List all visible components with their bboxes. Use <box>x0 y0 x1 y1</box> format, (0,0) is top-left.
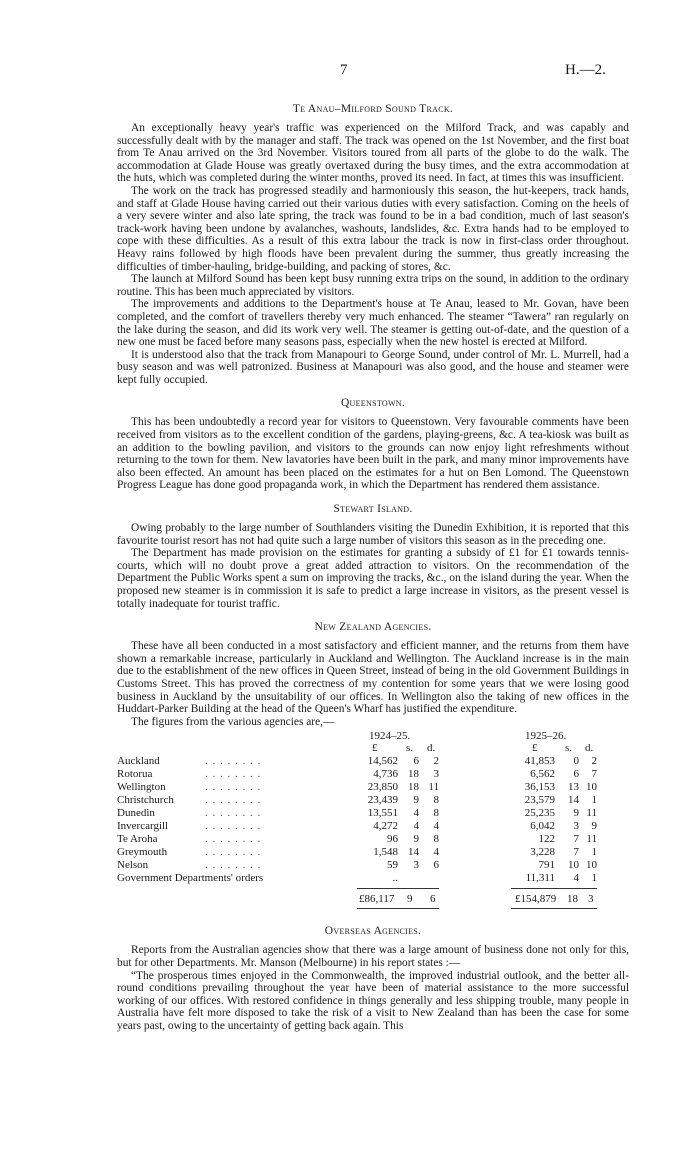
value-1924-pence: 3 <box>433 768 439 781</box>
paragraph: The Department has made provision on the estimates for granting a subsidy of £1 for £1 towards tennis-courts, which will no doubt prove a great added attraction to visitors. On the recommendation of the Department the Public Works spent a sum on improving the tracks, &c., on the island during the year. When the proposed new steamer is in commission it is safe to predict a large increase in visitors, as the present vessel is totally inadequate for tourist traffic. <box>117 547 629 610</box>
value-1924-pounds: 23,439 <box>367 794 398 807</box>
paragraph: The improvements and additions to the Department's house at Te Anau, leased to Mr. Govan, have been completed, and the comfort of travellers thereby very much enhanced. The steamer “Tawera” ran regularly on the lake during the season, and did its work very well. The steamer is getting out-of-date, and the question of a new one must be faced before many seasons pass, especially when the new hostel is erected at Milford. <box>117 298 629 349</box>
total-rule <box>357 888 439 889</box>
agency-name: Invercargill <box>117 820 169 833</box>
leader-dots: . . . . . . . . <box>205 781 262 794</box>
agency-name: Christchurch <box>117 794 174 807</box>
paragraph: Owing probably to the large number of Southlanders visiting the Dunedin Exhibition, it is reported that this favourite tourist resort has not had quite such a large number of visitors this season as in the preceding one. <box>117 522 629 547</box>
value-1924-shillings: 9 <box>413 833 419 846</box>
unit-shilling: s. <box>406 742 414 755</box>
value-1925-pence: 9 <box>591 820 597 833</box>
table-row <box>117 755 629 768</box>
total-rule <box>357 908 439 909</box>
page-number: 7 <box>340 62 348 78</box>
unit-pence: d. <box>427 742 436 755</box>
value-1924-pounds: 4,272 <box>373 820 398 833</box>
value-1925-pence: 7 <box>591 768 597 781</box>
paragraph: This has been undoubtedly a record year for visitors to Queenstown. Very favourable comments have been received from visitors as to the excellent condition of the gardens, playing-greens, &c. A tea-kiosk was built as an addition to the bowling pavilion, and visitors to the grounds can now enjoy light refreshments without returning to the town for them. New lavatories have been built in the park, and many minor improvements have also been effected. An amount has been placed on the estimates for a hut on Ben Lomond. The Queenstown Progress League has done good propaganda work, in which the Department has rendered them assistance. <box>117 416 629 492</box>
value-1925-shillings: 10 <box>568 859 579 872</box>
paragraph: These have all been conducted in a most satisfactory and efficient manner, and the returns from them have shown a remarkable increase, particularly in Auckland and Wellington. The Auckland increase is in the main due to the establishment of the new offices in Queen Street, instead of being in the old Government Buildings in Customs Street. This has proved the correctness of my contention for some years that we were losing good business in Auckland by the unsuitability of our offices. In Wellington also the taking of new offices in the Huddart-Parker Building at the head of the Queen's Wharf has justified the expenditure. <box>117 640 629 716</box>
unit-pound: £ <box>372 742 378 755</box>
value-1924-pence: 4 <box>433 820 439 833</box>
leader-dots: . . . . . . . . <box>205 794 262 807</box>
table-row <box>117 794 629 807</box>
paragraph: An exceptionally heavy year's traffic was experienced on the Milford Track, and was capably and successfully dealt with by the manager and staff. The track was opened on the 1st November, and the first boat from Te Anau arrived on the 3rd November. Visitors toured from all parts of the globe to do the walk. The accommodation at Glade House was greatly overtaxed during the busy times, and the extra accommodation at the huts, which was completed during the winter months, proved its need. In fact, at times this was insufficient. <box>117 122 629 185</box>
value-1925-pence: 1 <box>591 872 597 885</box>
paragraph: “The prosperous times enjoyed in the Commonwealth, the improved industrial outlook, and the better all-round conditions prevailing throughout the year have been of material assistance to the more successful working of our offices. With restored confidence in things generally and less shipping trouble, many people in Australia have felt more disposed to take the risk of a visit to New Zealand than has been the case for some years past, owing to the uncertainty of getting back again. This <box>117 969 629 1032</box>
value-1925-pence: 10 <box>586 781 597 794</box>
value-1924-pounds: 13,551 <box>367 807 398 820</box>
value-1924-pounds: .. <box>392 872 398 885</box>
section-title-overseas: Overseas Agencies. <box>324 925 422 938</box>
value-1925-shillings: 7 <box>573 833 579 846</box>
total-1924-pence: 6 <box>430 893 436 906</box>
value-1925-shillings: 6 <box>573 768 579 781</box>
unit-shilling: s. <box>565 742 573 755</box>
value-1925-pounds: 122 <box>538 833 555 846</box>
table-row <box>117 846 629 859</box>
value-1924-pence: 11 <box>428 781 439 794</box>
total-1924-shillings: 9 <box>407 893 413 906</box>
value-1924-pounds: 96 <box>387 833 398 846</box>
leader-dots: . . . . . . . . <box>205 768 262 781</box>
unit-pence: d. <box>585 742 594 755</box>
value-1924-pence: 8 <box>433 807 439 820</box>
section-title-queenstown: Queenstown. <box>340 397 406 410</box>
unit-header-row <box>117 742 629 755</box>
value-1924-shillings: 14 <box>408 846 419 859</box>
value-1925-shillings: 13 <box>568 781 579 794</box>
value-1924-pounds: 14,562 <box>367 755 398 768</box>
value-1924-pounds: 4,736 <box>373 768 398 781</box>
value-1925-shillings: 4 <box>573 872 579 885</box>
agency-name: Auckland <box>117 755 160 768</box>
value-1924-pence: 4 <box>433 846 439 859</box>
table-row <box>117 781 629 794</box>
value-1924-pounds: 1,548 <box>373 846 398 859</box>
table-row <box>117 833 629 846</box>
value-1924-pence: 8 <box>433 833 439 846</box>
paragraph: The launch at Milford Sound has been kept busy running extra trips on the sound, in addition to the ordinary routine. This has been much appreciated by visitors. <box>117 273 629 298</box>
agencies-table <box>117 730 629 914</box>
value-1925-pence: 10 <box>586 859 597 872</box>
total-1924-pounds: £86,117 <box>359 893 395 906</box>
value-1925-pounds: 11,311 <box>525 872 555 885</box>
leader-dots: . . . . . . . . <box>205 833 262 846</box>
value-1924-shillings: 9 <box>413 794 419 807</box>
table-row <box>117 820 629 833</box>
value-1924-shillings: 3 <box>413 859 419 872</box>
agency-name: Te Aroha <box>117 833 158 846</box>
value-1924-pounds: 59 <box>387 859 398 872</box>
section-title-stewart-island: Stewart Island. <box>333 503 413 516</box>
total-1925-pounds: £154,879 <box>515 893 557 906</box>
leader-dots: . . . . . . . . <box>205 846 262 859</box>
value-1924-shillings: 18 <box>408 781 419 794</box>
agency-name: Rotorua <box>117 768 153 781</box>
document-reference: H.—2. <box>565 62 606 78</box>
section-title-nz-agencies: New Zealand Agencies. <box>314 621 432 634</box>
value-1924-shillings: 6 <box>413 755 419 768</box>
table-row <box>117 872 629 885</box>
value-1925-shillings: 3 <box>573 820 579 833</box>
total-1925-pence: 3 <box>588 893 594 906</box>
total-rule <box>511 908 597 909</box>
value-1925-shillings: 0 <box>573 755 579 768</box>
value-1925-pence: 1 <box>591 846 597 859</box>
value-1925-shillings: 14 <box>568 794 579 807</box>
paragraph: Reports from the Australian agencies show that there was a large amount of business done not only for this, but for other Departments. Mr. Manson (Melbourne) in his report states :— <box>117 944 629 969</box>
section-title-te-anau: Te Anau–Milford Sound Track. <box>292 103 454 115</box>
value-1925-pounds: 6,042 <box>530 820 555 833</box>
value-1925-pounds: 41,853 <box>524 755 555 768</box>
value-1925-shillings: 9 <box>573 807 579 820</box>
agency-name: Dunedin <box>117 807 155 820</box>
paragraph: It is understood also that the track from Manapouri to George Sound, under control of Mr. L. Murrell, had a busy season and was well patronized. Business at Manapouri was also good, and the house and steamer were kept fully occupied. <box>117 348 629 386</box>
agency-name: Greymouth <box>117 846 168 859</box>
total-row <box>117 893 629 906</box>
leader-dots: . . . . . . . . <box>205 807 262 820</box>
value-1925-pounds: 6,562 <box>530 768 555 781</box>
value-1924-pence: 2 <box>433 755 439 768</box>
table-row <box>117 768 629 781</box>
value-1925-pounds: 3,228 <box>530 846 555 859</box>
paragraph: The work on the track has progressed steadily and harmoniously this season, the hut-keepers, track hands, and staff at Glade House having carried out their various duties with every satisfaction. Coming on the heels of a very severe winter and also late spring, the track was found to be in a bad condition, much of last season's track-work having been undone by avalanches, washouts, landslides, &c. Extra hands had to be employed to cope with these difficulties. As a result of this extra labour the track is now in first-class order throughout. Heavy rains followed by high floods have been prevalent during the summer, thus greatly increasing the difficulties of timber-hauling, bridge-building, and packing of stores, &c. <box>117 184 629 273</box>
unit-pound: £ <box>532 742 538 755</box>
value-1925-pounds: 23,579 <box>524 794 555 807</box>
document-body <box>117 92 629 1033</box>
value-1925-pence: 2 <box>591 755 597 768</box>
year-header-1924: 1924–25. <box>369 730 411 743</box>
value-1924-shillings: 18 <box>408 768 419 781</box>
leader-dots: . . . . . . . . <box>205 859 262 872</box>
value-1924-pounds: 23,850 <box>367 781 398 794</box>
value-1925-pounds: 36,153 <box>524 781 555 794</box>
value-1925-shillings: 7 <box>573 846 579 859</box>
leader-dots: . . . . . . . . <box>205 820 262 833</box>
agency-name: Nelson <box>117 859 149 872</box>
value-1925-pence: 11 <box>586 807 597 820</box>
value-1924-shillings: 4 <box>413 807 419 820</box>
value-1925-pence: 1 <box>591 794 597 807</box>
agency-name: Wellington <box>117 781 166 794</box>
year-header-1925: 1925–26. <box>525 730 567 743</box>
value-1925-pounds: 25,235 <box>524 807 555 820</box>
total-1925-shillings: 18 <box>567 893 578 906</box>
value-1924-pence: 6 <box>433 859 439 872</box>
agency-name: Government Departments' orders <box>117 872 264 885</box>
table-row <box>117 859 629 872</box>
table-row <box>117 807 629 820</box>
value-1924-pence: 8 <box>433 794 439 807</box>
total-rule <box>511 888 597 889</box>
paragraph: The figures from the various agencies are,— <box>131 715 335 728</box>
value-1925-pence: 11 <box>586 833 597 846</box>
value-1925-pounds: 791 <box>538 859 555 872</box>
value-1924-shillings: 4 <box>413 820 419 833</box>
leader-dots: . . . . . . . . <box>205 755 262 768</box>
